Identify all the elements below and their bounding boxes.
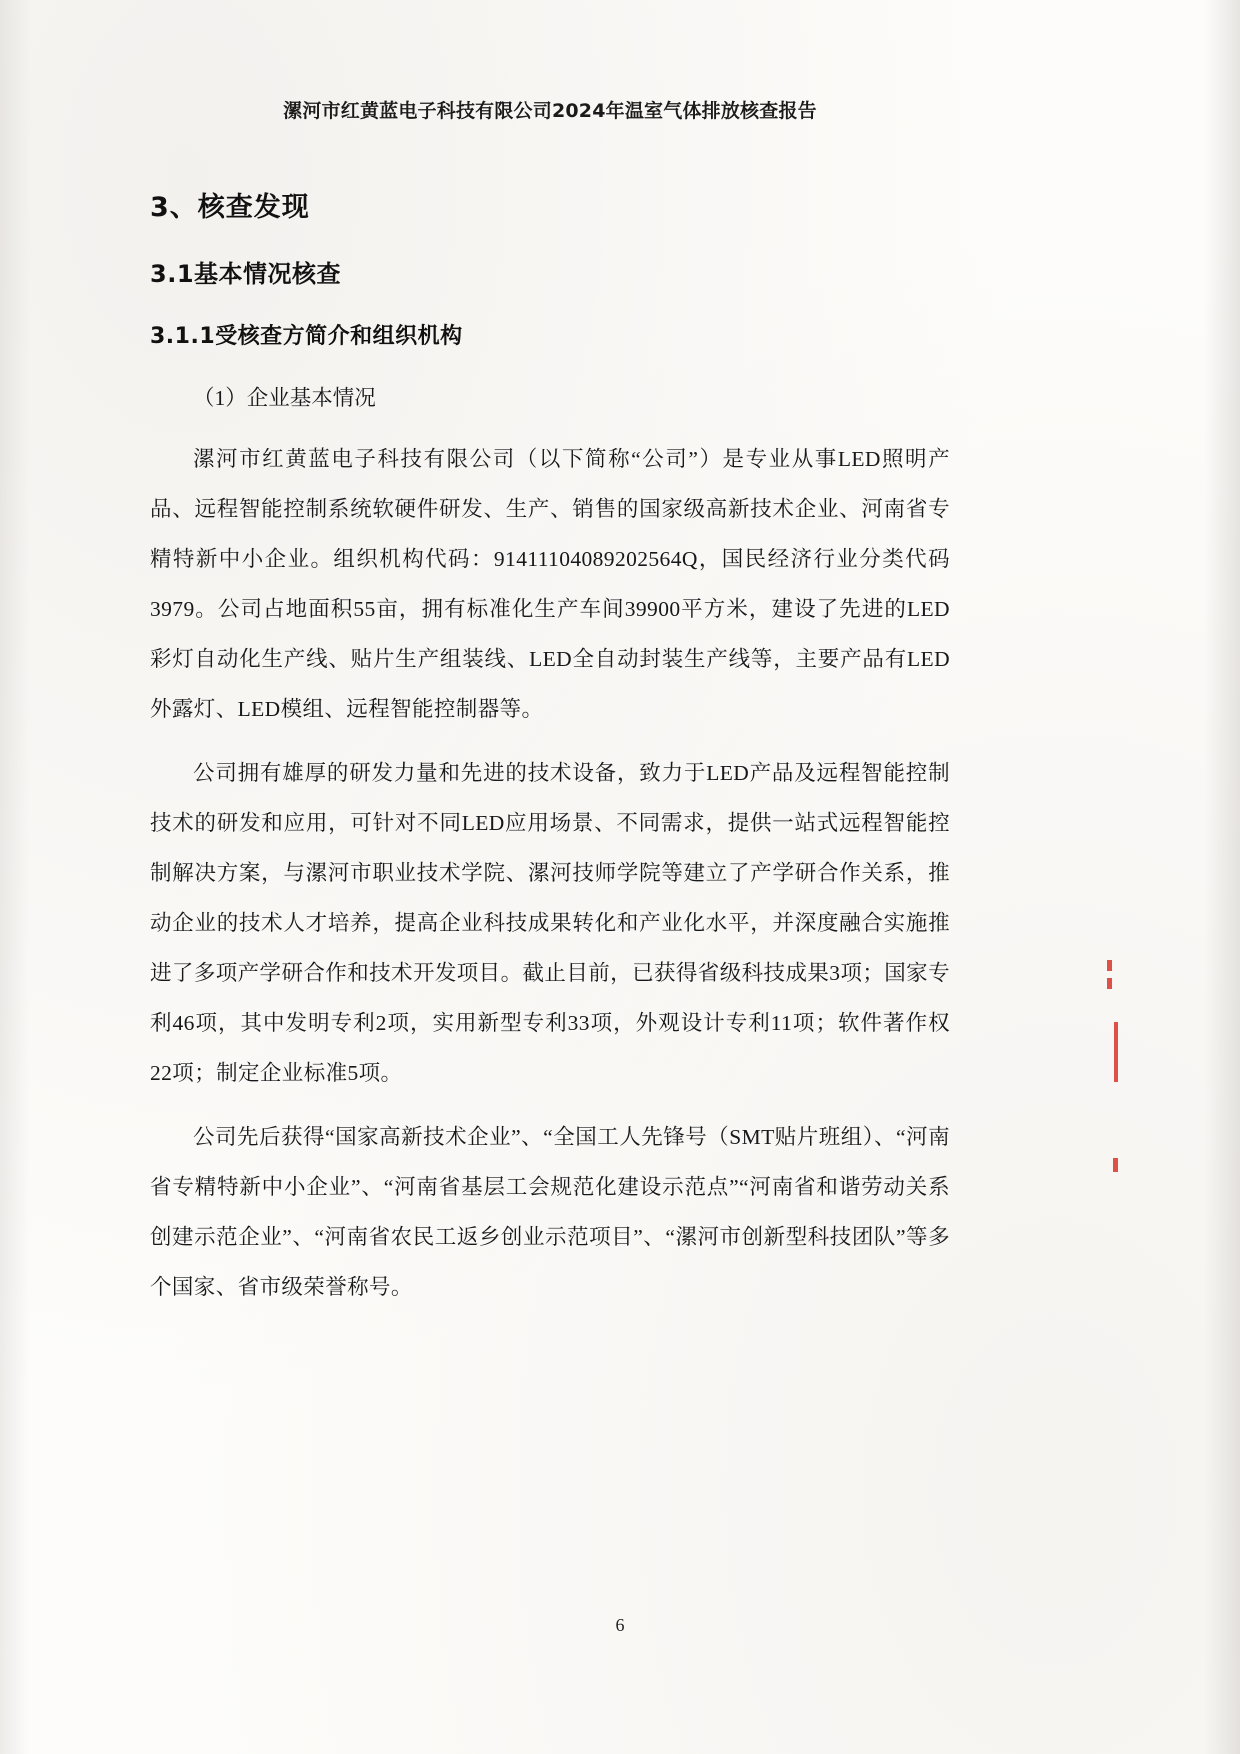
page-left-shadow — [0, 0, 30, 1754]
scan-mark-icon — [1107, 960, 1112, 971]
scan-mark-icon — [1113, 1158, 1118, 1172]
page-content — [150, 0, 950, 1754]
scan-mark-icon — [1107, 978, 1112, 989]
paragraph-rnd-capability: 公司拥有雄厚的研发力量和先进的技术设备，致力于LED产品及远程智能控制技术的研发和应用，可针对不同LED应用场景、不同需求，提供一站式远程智能控制解决方案，与漯河市职业技术学院、漯河技师学院等建立了产学研合作关系，推动企业的技术人才培养，提高企业科技成果转化和产业化水平，并深度融合实施推进了多项产学研合作和技术开发项目。截止目前，已获得省级科技成果3项；国家专利46项，其中发明专利2项，实用新型专利33项，外观设计专利11项；软件著作权22项；制定企业标准5项。 — [150, 761, 950, 1085]
page-number: 6 — [615, 1615, 625, 1635]
page-right-shadow — [1204, 0, 1240, 1754]
paragraph-awards: 公司先后获得“国家高新技术企业”、“全国工人先锋号（SMT贴片班组）、“河南省专精特新中小企业”、“河南省基层工会规范化建设示范点”“河南省和谐劳动关系创建示范企业”、“河南省农民工返乡创业示范项目”、“漯河市创新型科技团队”等多个国家、省市级荣誉称号。 — [150, 1125, 950, 1299]
section-heading-level-3: 3.1.1受核查方简介和组织机构 — [150, 324, 463, 349]
running-header: 漯河市红黄蓝电子科技有限公司2024年温室气体排放核查报告 — [283, 100, 817, 122]
paragraph-company-overview: 漯河市红黄蓝电子科技有限公司（以下简称“公司”）是专业从事LED照明产品、远程智能控制系统软硬件研发、生产、销售的国家级高新技术企业、河南省专精特新中小企业。组织机构代码：91411104089202564Q，国民经济行业分类代码3979。公司占地面积55亩，拥有标准化生产车间39900平方米，建设了先进的LED彩灯自动化生产线、贴片生产组装线、LED全自动封装生产线等，主要产品有LED外露灯、LED模组、远程智能控制器等。 — [150, 447, 950, 721]
subsection-label: （1）企业基本情况 — [193, 386, 376, 410]
section-heading-level-2: 3.1基本情况核查 — [150, 260, 342, 288]
section-heading-level-1: 3、核查发现 — [150, 192, 310, 223]
scan-mark-icon — [1114, 1022, 1118, 1082]
